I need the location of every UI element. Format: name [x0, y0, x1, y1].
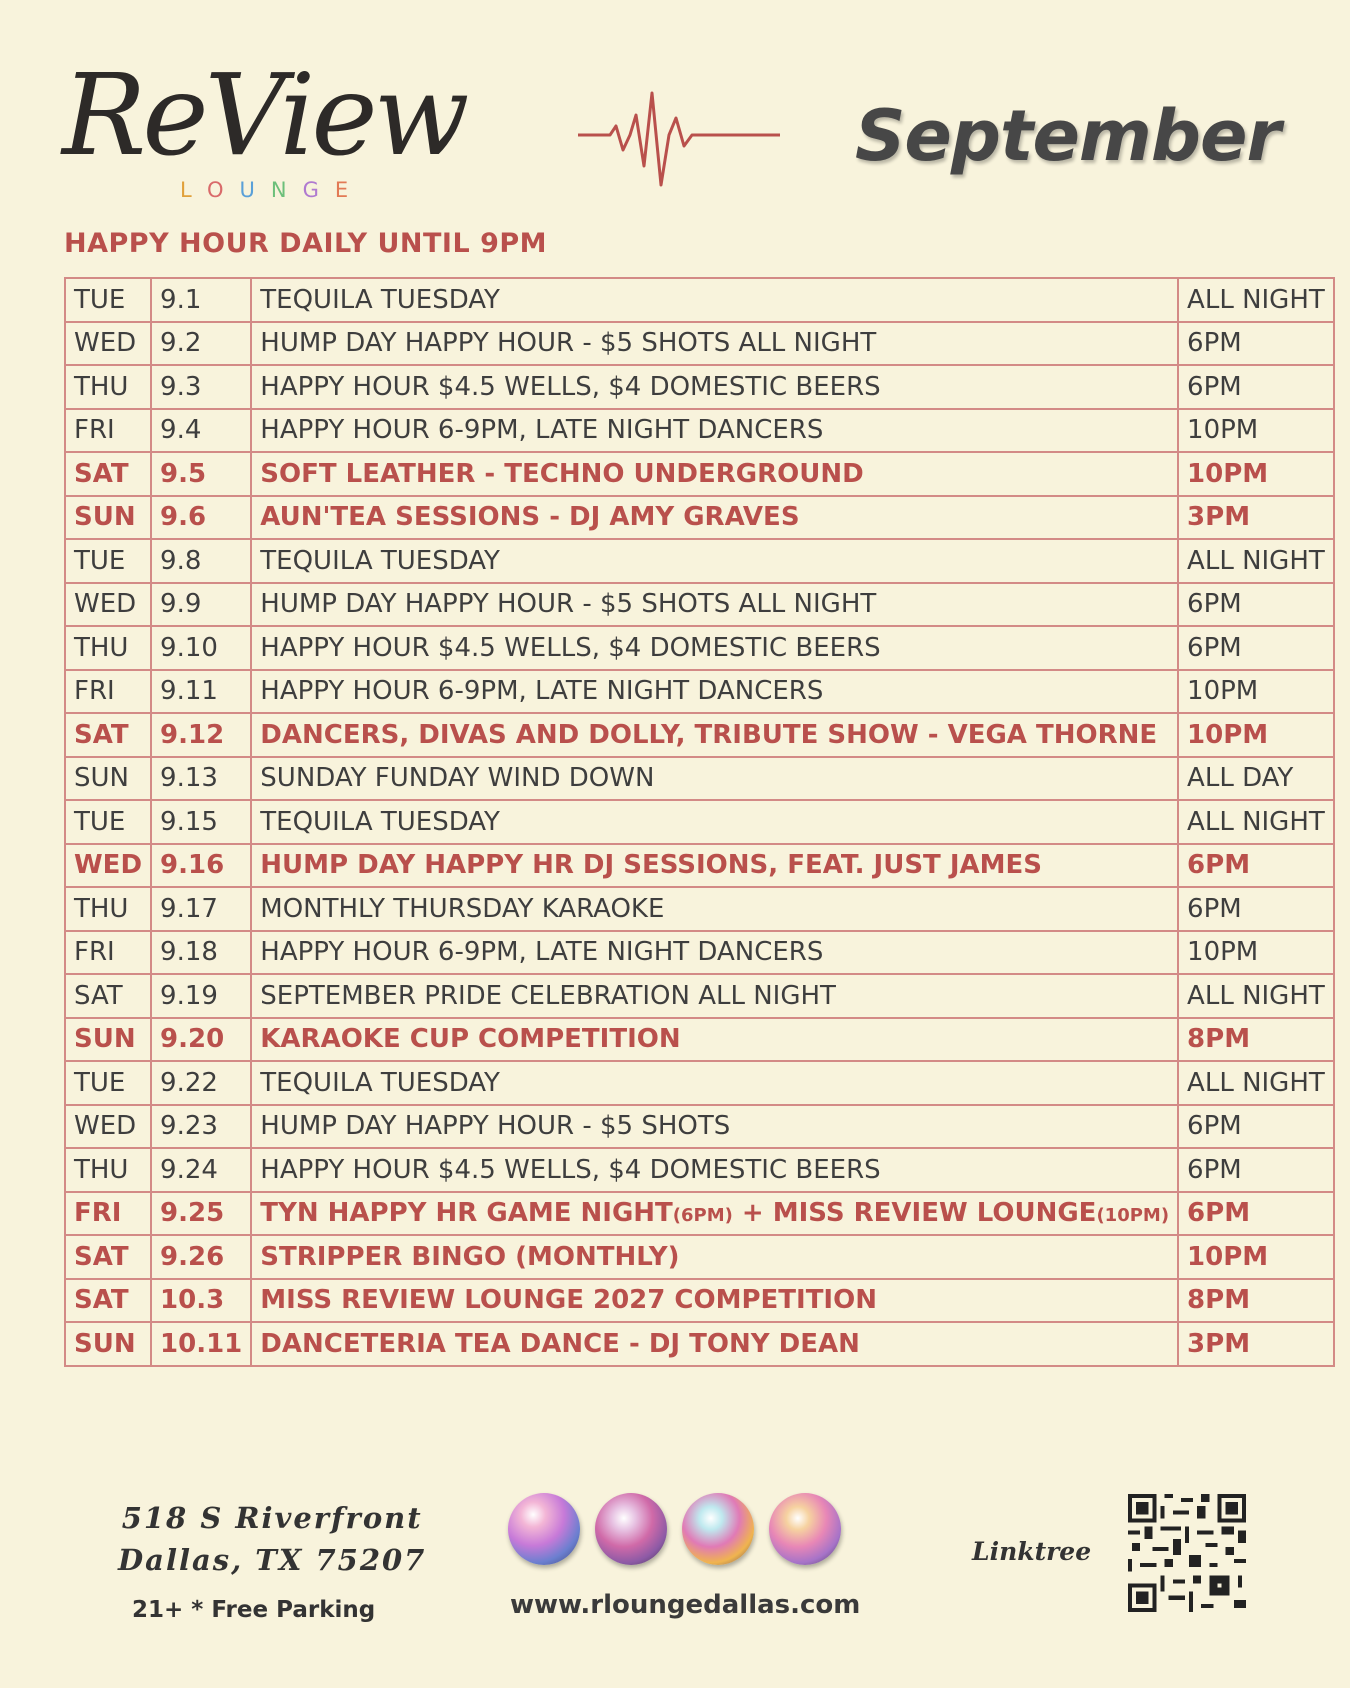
schedule-day: SAT: [65, 974, 151, 1018]
schedule-day: FRI: [65, 1192, 151, 1236]
schedule-time: ALL NIGHT: [1178, 1061, 1334, 1105]
schedule-row: [65, 800, 1334, 844]
schedule-event: HUMP DAY HAPPY HOUR - $5 SHOTS ALL NIGHT: [251, 583, 1178, 627]
disco-ball-icon: [769, 1493, 841, 1565]
schedule-row: [65, 887, 1334, 931]
schedule-day: SUN: [65, 757, 151, 801]
schedule-event: HUMP DAY HAPPY HOUR - $5 SHOTS ALL NIGHT: [251, 322, 1178, 366]
schedule-row: [65, 539, 1334, 583]
schedule-date: 9.8: [151, 539, 251, 583]
schedule-event: DANCETERIA TEA DANCE - DJ TONY DEAN: [251, 1322, 1178, 1366]
schedule-event: HAPPY HOUR 6-9PM, LATE NIGHT DANCERS: [251, 931, 1178, 975]
schedule-day: WED: [65, 322, 151, 366]
schedule-time: 8PM: [1178, 1018, 1334, 1062]
schedule-date: 9.16: [151, 844, 251, 888]
schedule-date: 10.11: [151, 1322, 251, 1366]
schedule-event: SOFT LEATHER - TECHNO UNDERGROUND: [251, 452, 1178, 496]
schedule-row: [65, 670, 1334, 714]
schedule-time: 10PM: [1178, 931, 1334, 975]
schedule-event: HAPPY HOUR $4.5 WELLS, $4 DOMESTIC BEERS: [251, 365, 1178, 409]
qr-code-icon[interactable]: [1128, 1494, 1246, 1612]
event-schedule-table: [64, 277, 1335, 1367]
schedule-day: TUE: [65, 539, 151, 583]
heartbeat-icon: [578, 88, 780, 188]
schedule-event: TEQUILA TUESDAY: [251, 539, 1178, 583]
schedule-day: SAT: [65, 452, 151, 496]
schedule-time: 10PM: [1178, 670, 1334, 714]
schedule-date: 9.19: [151, 974, 251, 1018]
schedule-date: 9.13: [151, 757, 251, 801]
schedule-row: [65, 713, 1334, 757]
schedule-date: 9.12: [151, 713, 251, 757]
schedule-date: 9.22: [151, 1061, 251, 1105]
schedule-date: 9.4: [151, 409, 251, 453]
schedule-day: SUN: [65, 496, 151, 540]
schedule-time: 8PM: [1178, 1279, 1334, 1323]
schedule-row: [65, 1018, 1334, 1062]
age-parking-note: 21+ * Free Parking: [132, 1597, 376, 1623]
schedule-day: FRI: [65, 670, 151, 714]
schedule-event: DANCERS, DIVAS AND DOLLY, TRIBUTE SHOW - VEGA THORNE: [251, 713, 1178, 757]
schedule-time: ALL NIGHT: [1178, 800, 1334, 844]
schedule-day: THU: [65, 365, 151, 409]
schedule-date: 9.11: [151, 670, 251, 714]
schedule-date: 9.24: [151, 1148, 251, 1192]
schedule-row: [65, 278, 1334, 322]
schedule-time: 6PM: [1178, 887, 1334, 931]
schedule-day: TUE: [65, 1061, 151, 1105]
schedule-time: 10PM: [1178, 452, 1334, 496]
schedule-time: 10PM: [1178, 1235, 1334, 1279]
schedule-event: KARAOKE CUP COMPETITION: [251, 1018, 1178, 1062]
schedule-event: TEQUILA TUESDAY: [251, 278, 1178, 322]
schedule-row: [65, 1148, 1334, 1192]
schedule-row: [65, 844, 1334, 888]
schedule-time: ALL NIGHT: [1178, 539, 1334, 583]
disco-ball-icon: [595, 1493, 667, 1565]
schedule-time: 10PM: [1178, 409, 1334, 453]
logo-subtitle: LOUNGE: [180, 178, 365, 202]
schedule-day: SAT: [65, 1279, 151, 1323]
schedule-event: MISS REVIEW LOUNGE 2027 COMPETITION: [251, 1279, 1178, 1323]
schedule-time: 6PM: [1178, 1148, 1334, 1192]
schedule-date: 9.25: [151, 1192, 251, 1236]
schedule-date: 9.2: [151, 322, 251, 366]
schedule-row: [65, 1105, 1334, 1149]
schedule-event: SEPTEMBER PRIDE CELEBRATION ALL NIGHT: [251, 974, 1178, 1018]
schedule-event: SUNDAY FUNDAY WIND DOWN: [251, 757, 1178, 801]
schedule-day: FRI: [65, 409, 151, 453]
schedule-row: [65, 1322, 1334, 1366]
schedule-time: ALL NIGHT: [1178, 278, 1334, 322]
schedule-time: 6PM: [1178, 844, 1334, 888]
disco-ball-icon: [508, 1493, 580, 1565]
logo-wordmark: ReView: [62, 51, 466, 181]
schedule-event: HAPPY HOUR 6-9PM, LATE NIGHT DANCERS: [251, 670, 1178, 714]
schedule-event: TEQUILA TUESDAY: [251, 1061, 1178, 1105]
month-title: September: [855, 95, 1280, 177]
schedule-day: TUE: [65, 278, 151, 322]
schedule-day: SUN: [65, 1322, 151, 1366]
schedule-time: 6PM: [1178, 583, 1334, 627]
schedule-time: 6PM: [1178, 365, 1334, 409]
schedule-time: 6PM: [1178, 1105, 1334, 1149]
schedule-day: TUE: [65, 800, 151, 844]
schedule-date: 9.15: [151, 800, 251, 844]
schedule-row: [65, 322, 1334, 366]
schedule-date: 9.6: [151, 496, 251, 540]
schedule-row: [65, 1192, 1334, 1236]
address: 518 S Riverfront Dallas, TX 75207: [118, 1501, 427, 1577]
linktree-label: Linktree: [972, 1537, 1092, 1566]
schedule-event: AUN'TEA SESSIONS - DJ AMY GRAVES: [251, 496, 1178, 540]
schedule-row: [65, 496, 1334, 540]
schedule-day: WED: [65, 1105, 151, 1149]
disco-balls: [508, 1493, 838, 1569]
schedule-date: 9.17: [151, 887, 251, 931]
schedule-day: WED: [65, 844, 151, 888]
schedule-event: STRIPPER BINGO (MONTHLY): [251, 1235, 1178, 1279]
schedule-row: [65, 452, 1334, 496]
schedule-day: WED: [65, 583, 151, 627]
schedule-day: FRI: [65, 931, 151, 975]
schedule-time: ALL DAY: [1178, 757, 1334, 801]
schedule-event: TYN HAPPY HR GAME NIGHT(6PM) + MISS REVIEW LOUNGE(10PM): [251, 1192, 1178, 1236]
schedule-event: HAPPY HOUR $4.5 WELLS, $4 DOMESTIC BEERS: [251, 626, 1178, 670]
schedule-row: [65, 626, 1334, 670]
schedule-time: 6PM: [1178, 626, 1334, 670]
schedule-day: THU: [65, 887, 151, 931]
schedule-row: [65, 931, 1334, 975]
schedule-time: 10PM: [1178, 713, 1334, 757]
schedule-row: [65, 583, 1334, 627]
schedule-date: 9.3: [151, 365, 251, 409]
schedule-day: SUN: [65, 1018, 151, 1062]
schedule-day: SAT: [65, 1235, 151, 1279]
schedule-date: 9.18: [151, 931, 251, 975]
schedule-time: 3PM: [1178, 1322, 1334, 1366]
schedule-day: THU: [65, 1148, 151, 1192]
disco-ball-icon: [682, 1493, 754, 1565]
schedule-time: 6PM: [1178, 1192, 1334, 1236]
schedule-date: 9.1: [151, 278, 251, 322]
website-link[interactable]: www.rloungedallas.com: [510, 1590, 861, 1620]
schedule-time: ALL NIGHT: [1178, 974, 1334, 1018]
schedule-event: HUMP DAY HAPPY HR DJ SESSIONS, FEAT. JUST JAMES: [251, 844, 1178, 888]
schedule-date: 10.3: [151, 1279, 251, 1323]
schedule-date: 9.5: [151, 452, 251, 496]
schedule-row: [65, 974, 1334, 1018]
schedule-day: SAT: [65, 713, 151, 757]
schedule-date: 9.10: [151, 626, 251, 670]
schedule-row: [65, 1279, 1334, 1323]
happy-hour-banner: HAPPY HOUR DAILY UNTIL 9PM: [64, 228, 548, 259]
review-lounge-logo: [62, 51, 466, 210]
schedule-row: [65, 365, 1334, 409]
schedule-event: HUMP DAY HAPPY HOUR - $5 SHOTS: [251, 1105, 1178, 1149]
schedule-row: [65, 757, 1334, 801]
schedule-date: 9.26: [151, 1235, 251, 1279]
schedule-event: HAPPY HOUR $4.5 WELLS, $4 DOMESTIC BEERS: [251, 1148, 1178, 1192]
schedule-row: [65, 409, 1334, 453]
schedule-row: [65, 1235, 1334, 1279]
schedule-date: 9.20: [151, 1018, 251, 1062]
schedule-event: TEQUILA TUESDAY: [251, 800, 1178, 844]
schedule-time: 6PM: [1178, 322, 1334, 366]
schedule-row: [65, 1061, 1334, 1105]
schedule-event: HAPPY HOUR 6-9PM, LATE NIGHT DANCERS: [251, 409, 1178, 453]
schedule-day: THU: [65, 626, 151, 670]
schedule-event: MONTHLY THURSDAY KARAOKE: [251, 887, 1178, 931]
schedule-time: 3PM: [1178, 496, 1334, 540]
schedule-date: 9.9: [151, 583, 251, 627]
schedule-date: 9.23: [151, 1105, 251, 1149]
